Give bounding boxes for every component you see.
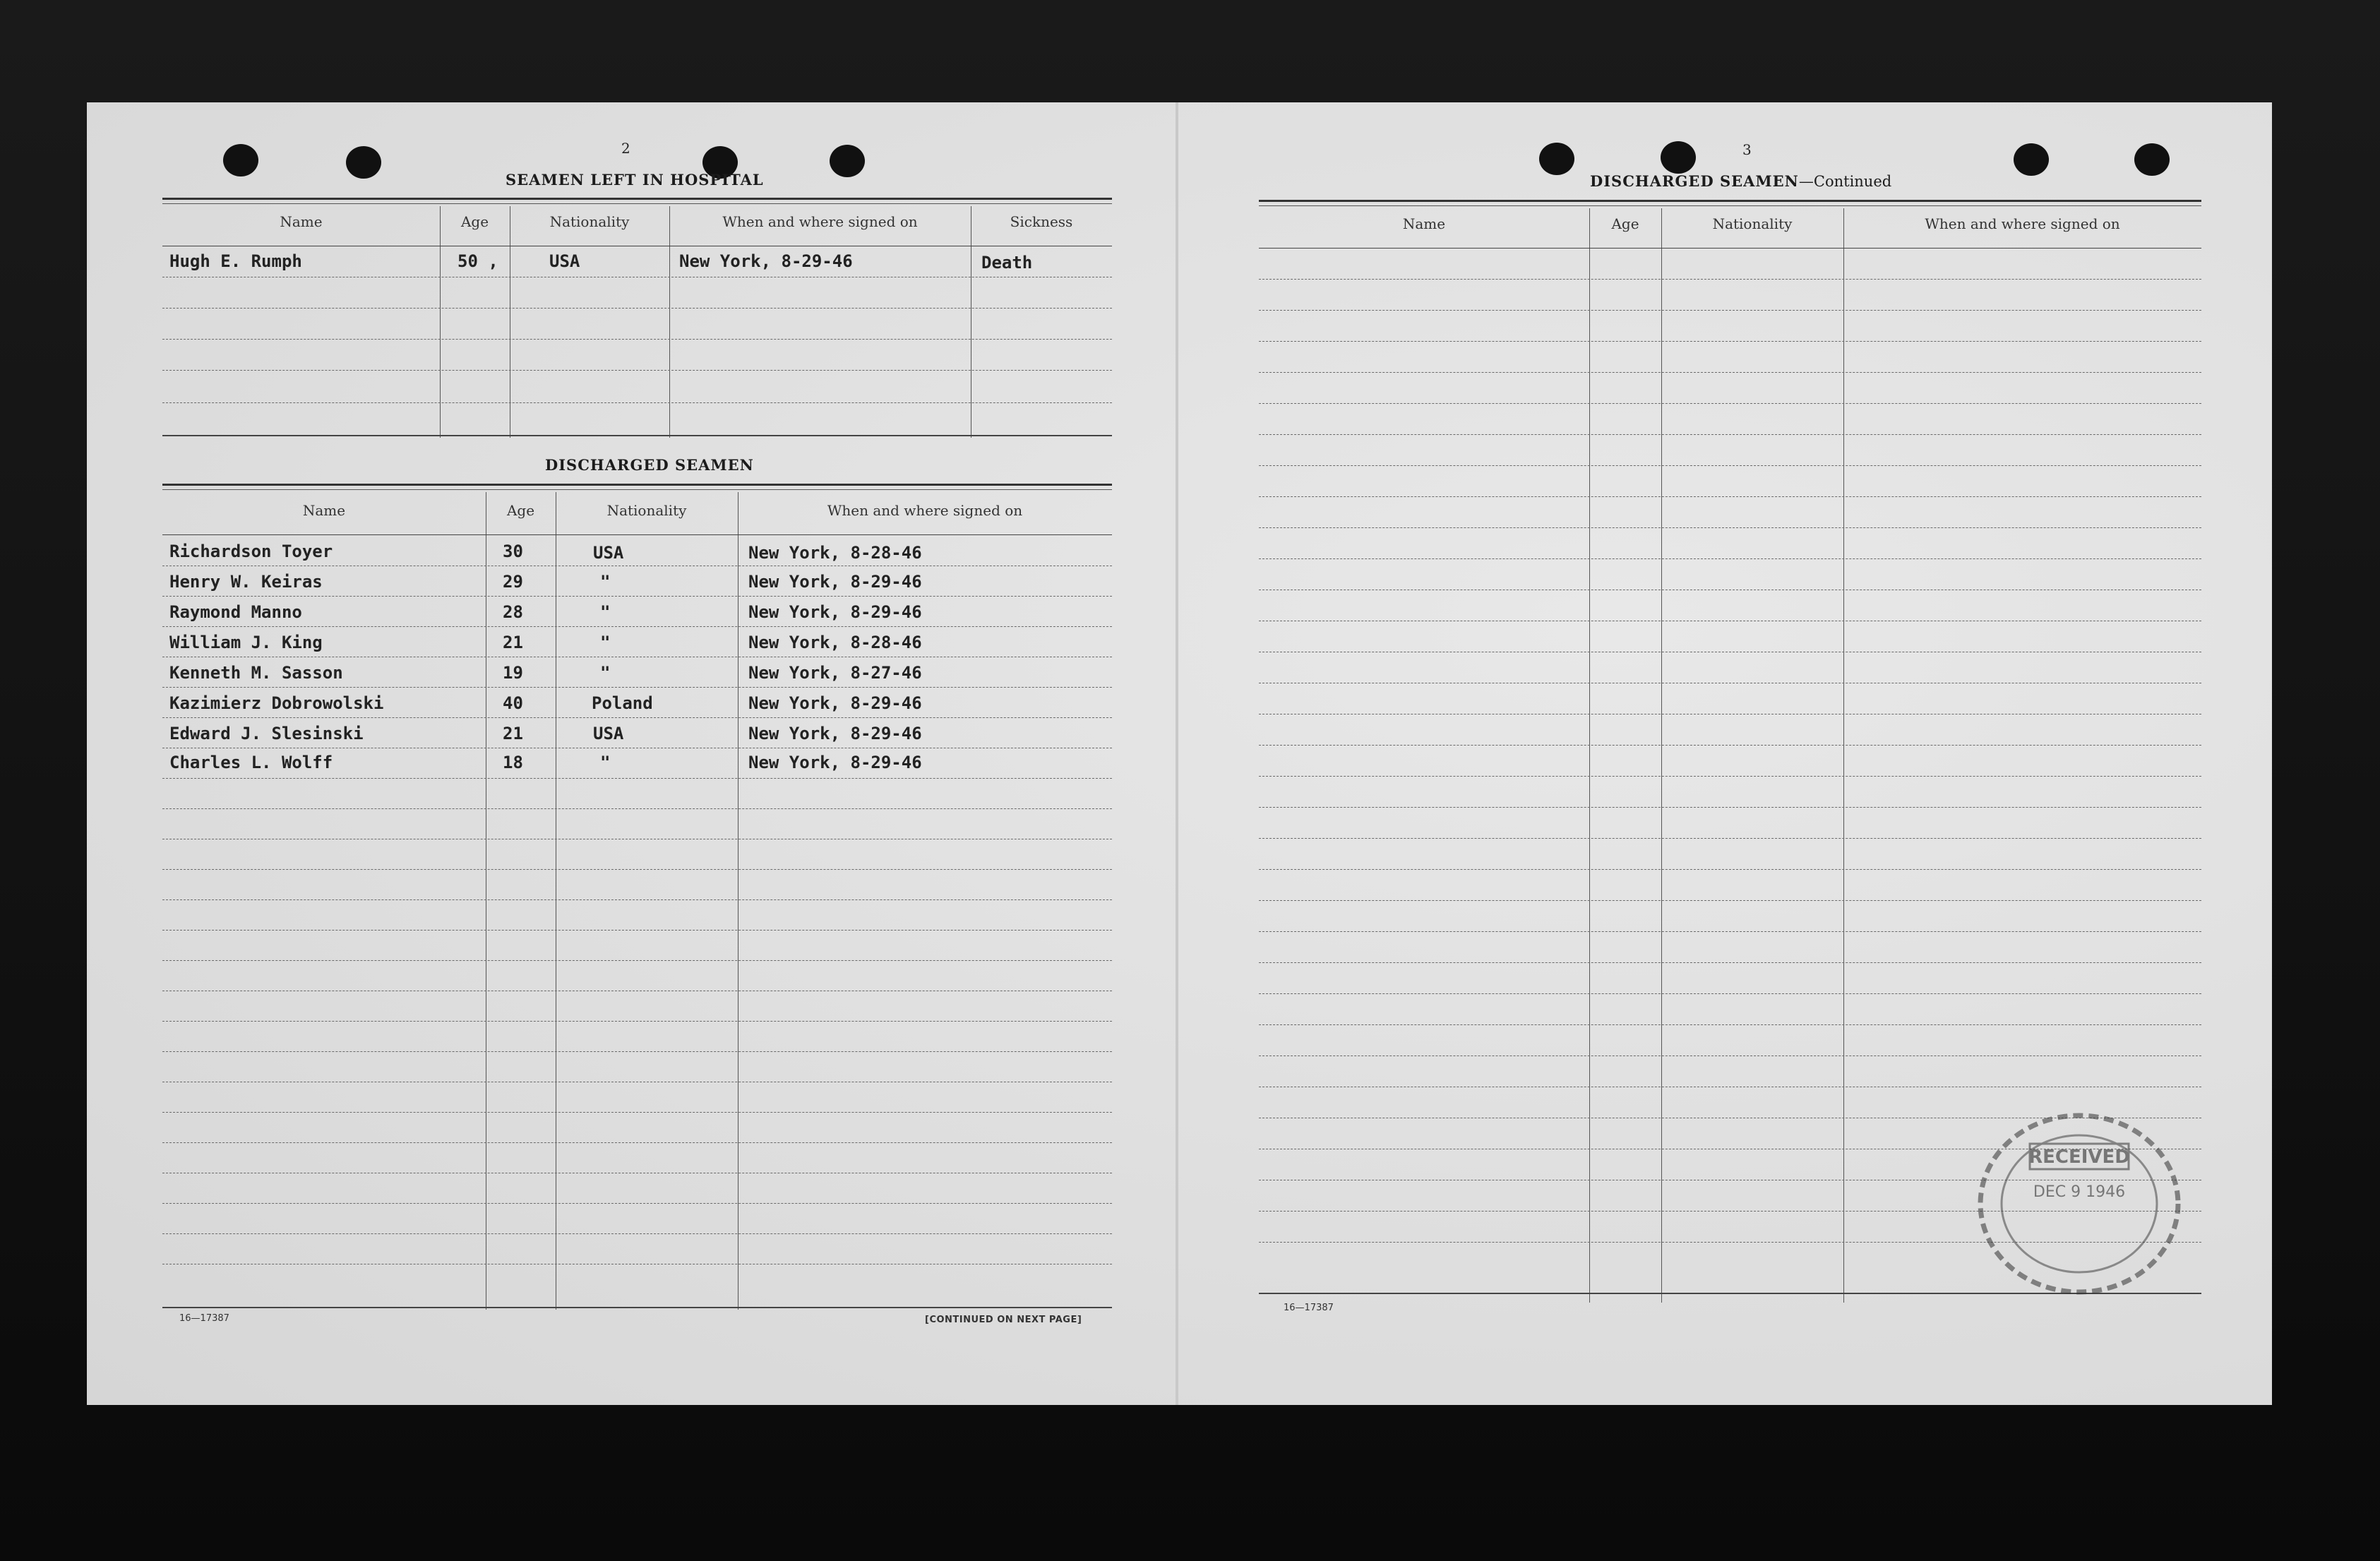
cell-signed-on: New York, 8-28-46 bbox=[748, 633, 922, 652]
cell-signed-on: New York, 8-27-46 bbox=[748, 663, 922, 683]
column-header-name: Name bbox=[280, 213, 323, 230]
cell-age: 18 bbox=[503, 753, 523, 772]
cell-name: Charles L. Wolff bbox=[169, 753, 333, 772]
cell-nationality: " bbox=[600, 663, 611, 683]
column-header-nationality: Nationality bbox=[549, 213, 630, 230]
cell-nationality: " bbox=[600, 633, 611, 652]
cell-signed-on: New York, 8-29-46 bbox=[748, 693, 922, 713]
cell-nationality: USA bbox=[593, 543, 624, 563]
cell-age: 19 bbox=[503, 663, 523, 683]
cell-signed-on: New York, 8-29-46 bbox=[748, 602, 922, 622]
column-header-age: Age bbox=[506, 502, 535, 519]
punch-hole bbox=[2134, 143, 2170, 176]
cell-age: 29 bbox=[503, 572, 523, 592]
cell-age: 21 bbox=[503, 724, 523, 743]
cell-age: 40 bbox=[503, 693, 523, 713]
column-header-age: Age bbox=[460, 213, 489, 230]
cell-name: Richardson Toyer bbox=[169, 542, 333, 561]
section-title-suffix: —Continued bbox=[1798, 173, 1892, 190]
section-title-discharged: DISCHARGED SEAMEN bbox=[545, 456, 754, 474]
cell-age: 28 bbox=[503, 602, 523, 622]
cell-signed-on: New York, 8-29-46 bbox=[748, 572, 922, 592]
punch-hole bbox=[346, 146, 381, 179]
form-number: 16—17387 bbox=[1284, 1303, 1334, 1313]
cell-name: Kenneth M. Sasson bbox=[169, 663, 343, 683]
punch-hole bbox=[1661, 141, 1696, 174]
page-fold bbox=[1176, 102, 1178, 1405]
column-header-signed-on: When and where signed on bbox=[722, 213, 918, 230]
column-header-nationality: Nationality bbox=[606, 502, 687, 519]
punch-hole bbox=[830, 145, 865, 177]
cell-nationality: " bbox=[600, 602, 611, 622]
column-header-signed-on: When and where signed on bbox=[1925, 215, 2120, 232]
cell-age: 30 bbox=[503, 542, 523, 561]
cell-name: Kazimierz Dobrowolski bbox=[169, 693, 384, 713]
hospital-table bbox=[162, 198, 1112, 438]
cell-signed-on: New York, 8-28-46 bbox=[748, 543, 922, 563]
column-header-nationality: Nationality bbox=[1712, 215, 1793, 232]
cell-nationality: USA bbox=[593, 724, 624, 743]
cell-name: William J. King bbox=[169, 633, 323, 652]
cell-signed-on: New York, 8-29-46 bbox=[679, 251, 853, 271]
form-number: 16—17387 bbox=[179, 1313, 229, 1324]
cell-nationality: " bbox=[600, 572, 611, 592]
received-stamp bbox=[1963, 1098, 2196, 1310]
cell-name: Hugh E. Rumph bbox=[169, 251, 302, 271]
continued-note: [CONTINUED ON NEXT PAGE] bbox=[925, 1315, 1082, 1325]
section-title-text: DISCHARGED SEAMEN bbox=[1590, 172, 1799, 190]
cell-nationality: Poland bbox=[592, 693, 653, 713]
stamp-text: RECEIVED bbox=[2028, 1147, 2130, 1168]
page-number: 2 bbox=[621, 140, 630, 157]
punch-hole bbox=[1539, 143, 1574, 175]
column-header-signed-on: When and where signed on bbox=[827, 502, 1023, 519]
cell-name: Henry W. Keiras bbox=[169, 572, 323, 592]
cell-age: 50 , bbox=[458, 251, 498, 271]
cell-signed-on: New York, 8-29-46 bbox=[748, 753, 922, 772]
punch-hole bbox=[223, 144, 258, 177]
cell-nationality: USA bbox=[549, 251, 580, 271]
page-number: 3 bbox=[1742, 141, 1752, 158]
column-header-sickness: Sickness bbox=[1010, 213, 1073, 230]
section-title-discharged-continued bbox=[1590, 172, 1891, 190]
cell-name: Edward J. Slesinski bbox=[169, 724, 364, 743]
cell-nationality: " bbox=[600, 753, 611, 772]
column-header-name: Name bbox=[1402, 215, 1446, 232]
discharged-table bbox=[162, 484, 1112, 1310]
cell-signed-on: New York, 8-29-46 bbox=[748, 724, 922, 743]
column-header-name: Name bbox=[302, 502, 346, 519]
section-title-hospital: SEAMEN LEFT IN HOSPITAL bbox=[506, 171, 764, 189]
cell-age: 21 bbox=[503, 633, 523, 652]
cell-name: Raymond Manno bbox=[169, 602, 302, 622]
column-header-age: Age bbox=[1611, 215, 1639, 232]
stamp-date: DEC 9 1946 bbox=[2033, 1183, 2126, 1201]
cell-sickness: Death bbox=[981, 253, 1033, 273]
punch-hole bbox=[2014, 143, 2049, 176]
